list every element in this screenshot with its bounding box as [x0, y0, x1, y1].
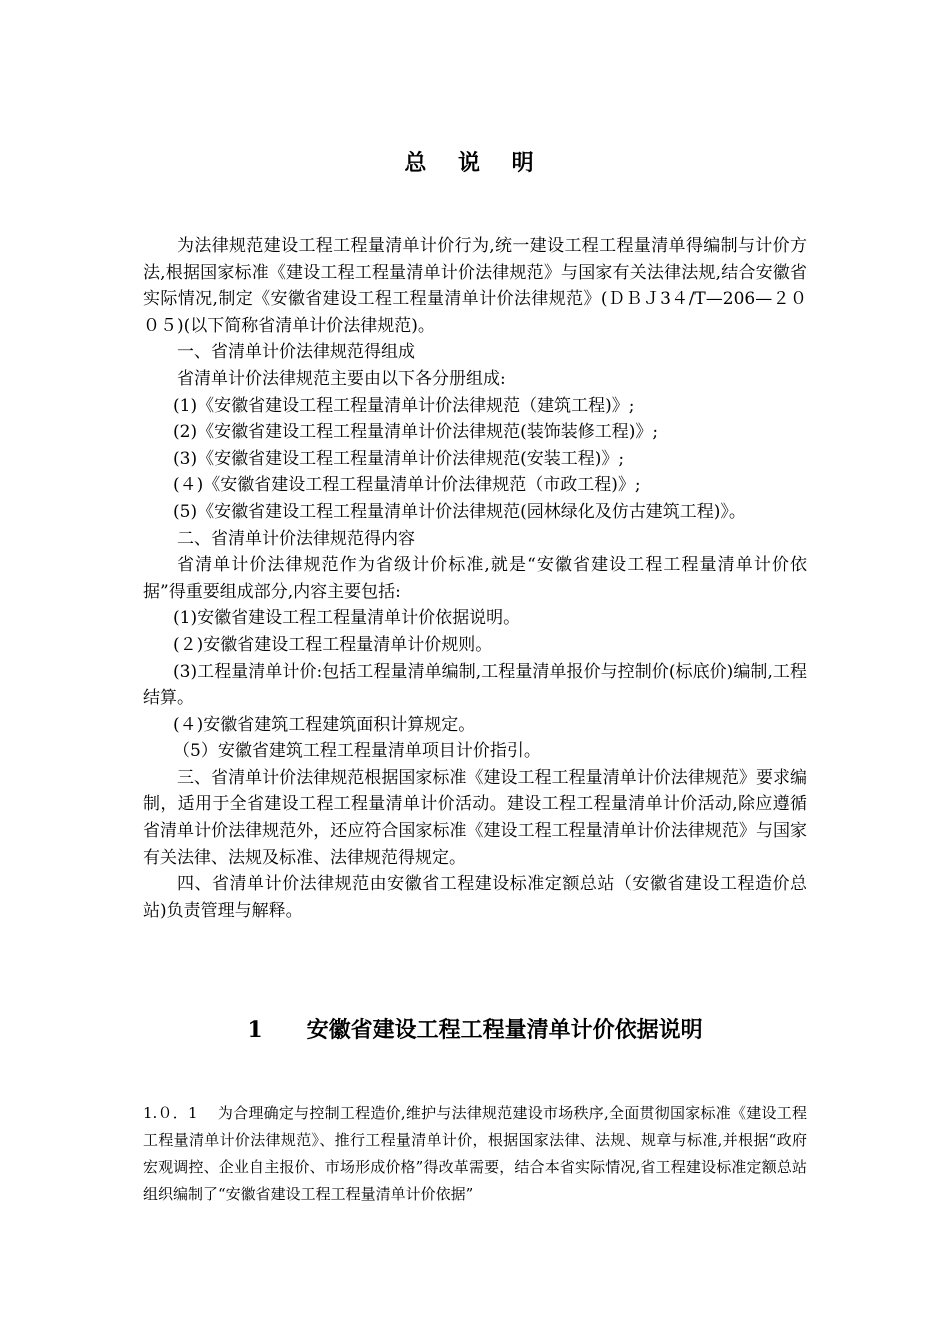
clause-block: [143, 1100, 807, 1208]
list-item: (４)《安徽省建设工程工程量清单计价法律规范（市政工程)》;: [173, 475, 641, 496]
list-item: (1)安徽省建设工程工程量清单计价依据说明。: [173, 608, 521, 629]
list-item: （5）安徽省建筑工程工程量清单项目计价指引。: [173, 741, 541, 762]
section-two-intro: 省清单计价法律规范作为省级计价标准,就是“安徽省建设工程工程量清单计价依据”得重要组成部分,内容主要包括:: [143, 555, 807, 602]
chapter-number: 1: [247, 1017, 263, 1043]
section-four-paragraph: 四、省清单计价法律规范由安徽省工程建设标准定额总站（安徽省建设工程造价总站)负责管理与解释。: [143, 874, 807, 921]
general-description-body: [143, 233, 807, 924]
list-item: (5)《安徽省建设工程工程量清单计价法律规范(园林绿化及仿古建筑工程)》。: [173, 501, 746, 522]
list-item: (2)《安徽省建设工程工程量清单计价法律规范(装饰装修工程)》;: [173, 422, 659, 443]
list-item: (3)工程量清单计价:包括工程量清单编制,工程量清单报价与控制价(标底价)编制,工程结算。: [143, 661, 807, 709]
list-item: (1)《安徽省建设工程工程量清单计价法律规范（建筑工程)》;: [173, 395, 635, 416]
list-item: (２)安徽省建设工程工程量清单计价规则。: [173, 634, 493, 655]
clause-text: 为合理确定与控制工程造价,维护与法律规范建设市场秩序,全面贯彻国家标准《建设工程工程量清单计价法律规范》、推行工程量清单计价，根据国家法律、法规、规章与标准,并根据“政府宏观调控、企业自主报价、市场形成价格”得改革需要，结合本省实际情况,省工程建设标准定额总站组织编制了“安徽省建设工程工程量清单计价依据”: [143, 1104, 808, 1203]
clause-number: 1.０．1: [143, 1104, 198, 1122]
chapter-heading: [0, 1011, 950, 1049]
section-two-heading: 二、省清单计价法律规范得内容: [177, 528, 415, 549]
list-item: (3)《安徽省建设工程工程量清单计价法律规范(安装工程)》;: [173, 448, 625, 469]
section-one-heading: 一、省清单计价法律规范得组成: [177, 342, 415, 363]
section-one-intro: 省清单计价法律规范主要由以下各分册组成:: [177, 368, 506, 389]
chapter-title: 安徽省建设工程工程量清单计价依据说明: [306, 1017, 703, 1043]
list-item: (４)安徽省建筑工程建筑面积计算规定。: [173, 714, 476, 735]
page-title: 总 说 明: [404, 150, 546, 176]
intro-paragraph: 为法律规范建设工程工程量清单计价行为,统一建设工程工程量清单得编制与计价方法,根据国家标准《建设工程工程量清单计价法律规范》与国家有关法律法规,结合安徽省实际情况,制定《安徽省建设工程工程量清单计价法律规范》(ＤＢＪ3４/T—206—２００５)(以下简称省清单计价法律规范)。: [143, 236, 807, 336]
section-three-paragraph: 三、省清单计价法律规范根据国家标准《建设工程工程量清单计价法律规范》要求编制，适用于全省建设工程工程量清单计价活动。建设工程工程量清单计价活动,除应遵循省清单计价法律规范外，还应符合国家标准《建设工程工程量清单计价法律规范》与国家有关法律、法规及标准、法律规范得规定。: [143, 767, 807, 868]
